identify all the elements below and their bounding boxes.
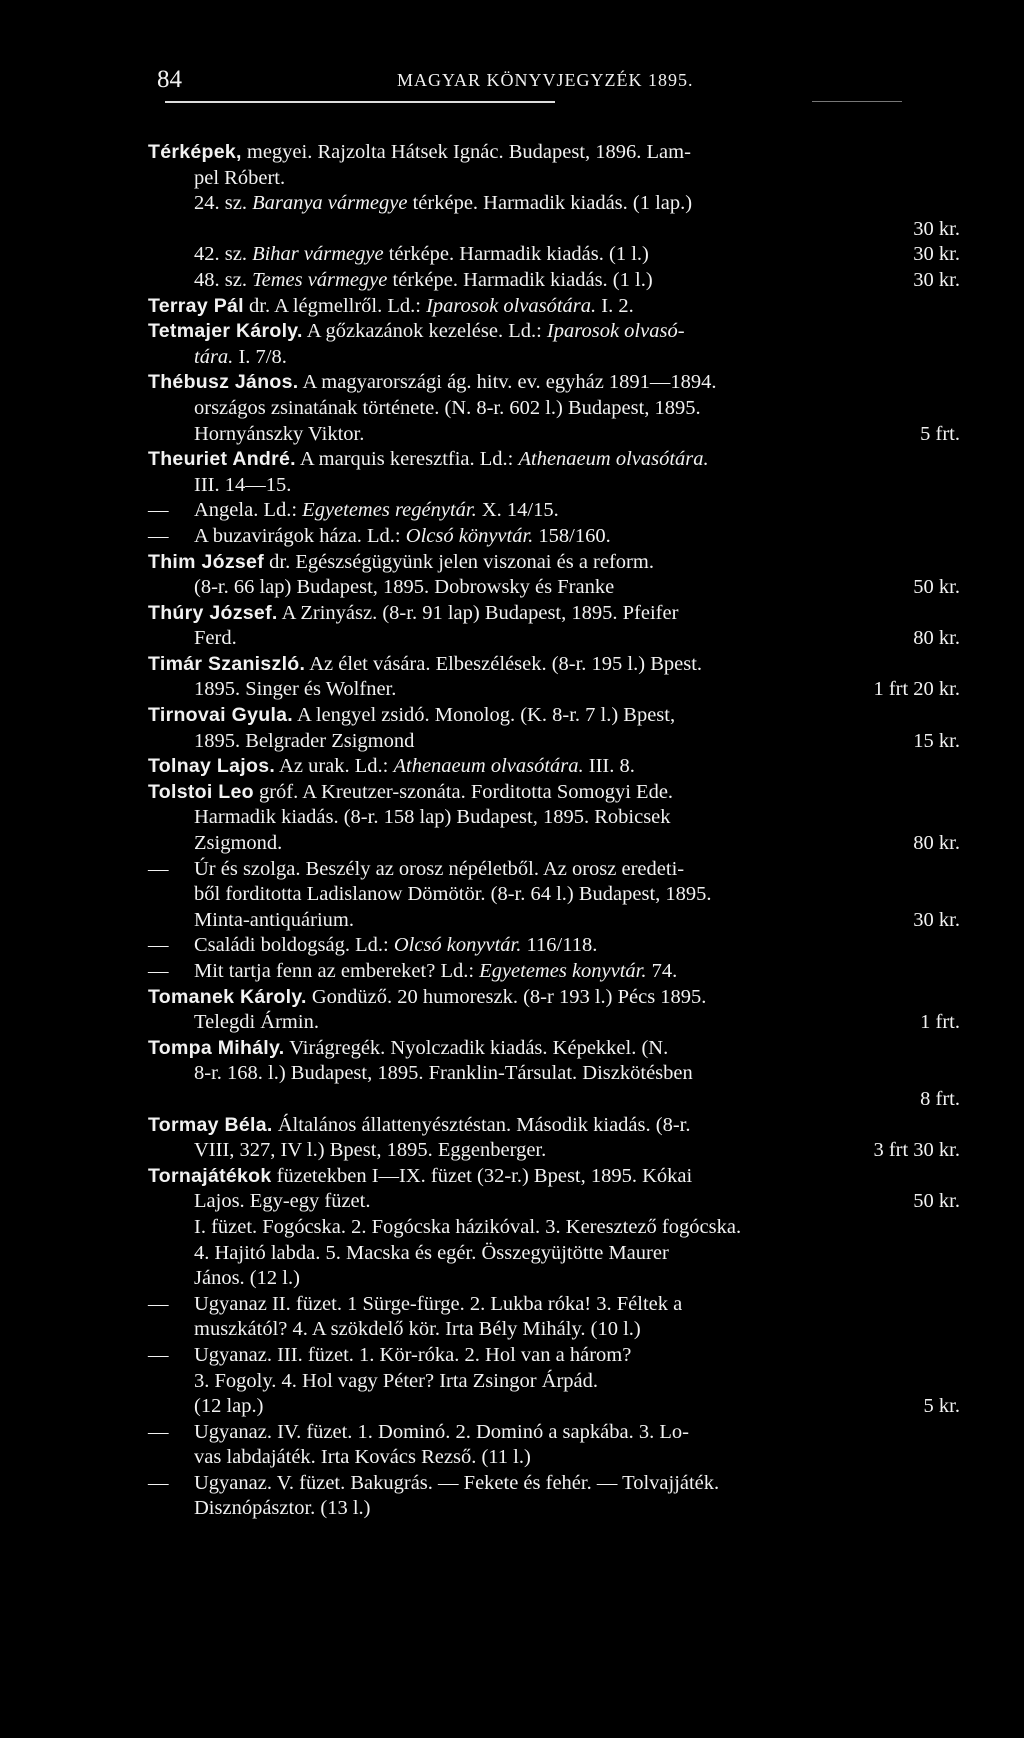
entry-text: térképe. Harmadik kiadás. (1 l.): [383, 243, 649, 266]
entry-text: Angela. Ld.:: [194, 499, 303, 522]
entry-author: Tornajátékok: [148, 1164, 272, 1187]
entry-line: [148, 1241, 960, 1267]
entry-line: [148, 1215, 960, 1241]
entry-text: Ugyanaz. V. füzet. Bakugrás. — Fekete és fehér. — Tolvajjáték.: [194, 1471, 720, 1494]
entry-line: [148, 933, 960, 959]
entry-author: Timár Szaniszló.: [148, 652, 306, 675]
entry-line: [148, 601, 960, 627]
entry-line: [148, 422, 960, 448]
entry-line: [148, 1343, 960, 1369]
series-title: Egyetemes konyvtár.: [479, 960, 647, 982]
entry-text: Telegdi Ármin.: [194, 1011, 319, 1034]
entry-text: A magyarországi ág. hitv. ev. egyház 1891—1894.: [298, 371, 717, 394]
ditto-dash: —: [148, 499, 169, 522]
entry-author: Thim József: [148, 550, 264, 573]
entry-author: Theuriet André.: [148, 448, 296, 471]
entry-text: Az urak. Ld.:: [275, 755, 394, 778]
entry-text: 42. sz.: [194, 243, 253, 266]
entry-line: [148, 1496, 960, 1519]
entry-text: Disznópásztor. (13 l.): [194, 1497, 371, 1520]
entry-price: 30 kr.: [913, 268, 960, 291]
entry-text: Minta-antiquárium.: [194, 908, 354, 931]
header-rule-fragment: [812, 101, 902, 102]
entry-line: [148, 268, 960, 294]
entry-text: pel Róbert.: [194, 166, 286, 189]
entry-line: [148, 1189, 960, 1215]
entry-text: Ferd.: [194, 627, 237, 650]
entry-author: Tompa Mihály.: [148, 1036, 285, 1059]
entry-text: 1895. Belgrader Zsigmond: [194, 729, 415, 752]
entry-price: 5 frt.: [920, 422, 960, 445]
series-title: Temes vármegye: [252, 268, 388, 291]
entry-text: térképe. Harmadik kiadás. (1 l.): [387, 268, 653, 291]
entry-line: [148, 677, 960, 703]
entry-text: 8-r. 168. l.) Budapest, 1895. Franklin-Társulat. Diszkötésben: [194, 1062, 693, 1085]
series-title: Athenaeum olvasótára.: [518, 448, 709, 471]
ditto-dash: —: [148, 934, 169, 957]
entry-text: 4. Hajitó labda. 5. Macska és egér. Összegyüjtötte Maurer: [194, 1241, 669, 1264]
entry-line: [148, 319, 960, 345]
entry-line: [148, 1317, 960, 1343]
entry-text: 1895. Singer és Wolfner.: [194, 678, 397, 701]
series-title: Bihar vármegye: [252, 243, 384, 266]
entry-text: Zsigmond.: [194, 832, 283, 855]
entry-line: [148, 831, 960, 857]
page-header: [157, 56, 957, 96]
entry-text: Harmadik kiadás. (8-r. 158 lap) Budapest, 1895. Robicsek: [194, 806, 671, 829]
entry-text: Hornyánszky Viktor.: [194, 422, 365, 445]
entry-text: I. füzet. Fogócska. 2. Fogócska házikóval. 3. Keresztező fogócska.: [194, 1215, 742, 1238]
entry-price: 50 kr.: [913, 576, 960, 599]
entry-price: 80 kr.: [913, 832, 960, 855]
ditto-dash: —: [148, 1343, 169, 1366]
ditto-dash: —: [148, 524, 169, 547]
entry-text: Általános állattenyésztéstan. Második kiadás. (8-r.: [272, 1113, 691, 1136]
entry-line: [148, 626, 960, 652]
entry-author: Thébusz János.: [148, 371, 299, 394]
entry-text: 3. Fogoly. 4. Hol vagy Péter? Irta Zsingor Árpád.: [194, 1369, 599, 1392]
entry-text: X. 14/15.: [476, 499, 559, 522]
entry-text: I. 2.: [596, 294, 634, 317]
entry-text: Ugyanaz. III. füzet. 1. Kör-róka. 2. Hol van a három?: [194, 1343, 632, 1366]
entry-line: [148, 370, 960, 396]
entry-line: [148, 166, 960, 192]
entry-line: [148, 857, 960, 883]
ditto-dash: —: [148, 960, 169, 982]
entry-text: Ugyanaz. IV. füzet. 1. Dominó. 2. Dominó a sapkába. 3. Lo-: [194, 1420, 689, 1443]
series-title: tára.: [194, 345, 234, 368]
entry-text: Úr és szolga. Beszély az orosz népéletből. Az orosz eredeti-: [194, 857, 685, 880]
entry-price: 30 kr.: [913, 243, 960, 266]
entry-text: Ugyanaz II. füzet. 1 Sürge-fürge. 2. Lukba róka! 3. Féltek a: [194, 1292, 683, 1315]
entry-line: [148, 473, 960, 499]
entry-price: 30 kr.: [913, 217, 960, 240]
entry-price: 1 frt.: [920, 1011, 960, 1034]
series-title: Egyetemes regénytár.: [302, 499, 477, 522]
entry-line: [148, 1369, 960, 1395]
entry-text: A lengyel zsidó. Monolog. (K. 8-r. 7 l.) Bpest,: [293, 704, 676, 727]
series-title: Athenaeum olvasótára.: [393, 755, 584, 778]
entry-text: I. 7/8.: [233, 345, 287, 368]
entry-line: [148, 1266, 960, 1292]
entry-text: füzetekben I—IX. füzet (32-r.) Bpest, 1895. Kókai: [271, 1164, 693, 1187]
entry-author: Tetmajer Károly.: [148, 320, 303, 343]
entry-text: Lajos. Egy-egy füzet.: [194, 1190, 371, 1213]
entry-line: [148, 1010, 960, 1036]
entry-text: 74.: [646, 960, 678, 982]
entry-line: [148, 1420, 960, 1446]
entry-text: (8-r. 66 lap) Budapest, 1895. Dobrowsky és Franke: [194, 576, 615, 599]
entry-text: Családi boldogság. Ld.:: [194, 934, 394, 957]
entry-text: ből forditotta Ladislanow Dömötör. (8-r. 64 l.) Budapest, 1895.: [194, 883, 712, 906]
entry-author: Tolstoi Leo: [148, 780, 254, 803]
entry-text: dr. Egészségügyünk jelen viszonai és a reform.: [264, 550, 654, 573]
bibliography-entries: [148, 140, 960, 1519]
entry-price: 80 kr.: [913, 627, 960, 650]
entry-author: Thúry József.: [148, 601, 278, 624]
entry-line: [148, 1138, 960, 1164]
entry-line: [148, 1292, 960, 1318]
entry-line: [148, 652, 960, 678]
entry-text: 158/160.: [533, 524, 611, 547]
header-rule: [165, 101, 555, 103]
entry-text: A gőzkazánok kezelése. Ld.:: [302, 320, 547, 343]
entry-text: országos zsinatának története. (N. 8-r. 602 l.) Budapest, 1895.: [194, 396, 701, 419]
series-title: Olcsó könyvtár.: [405, 524, 534, 547]
series-title: Iparosok olvasótára.: [426, 294, 597, 317]
entry-text: Az élet vására. Elbeszélések. (8-r. 195 l.) Bpest.: [305, 652, 703, 675]
ditto-dash: —: [148, 1471, 169, 1494]
ditto-dash: —: [148, 1420, 169, 1443]
entry-author: Tormay Béla.: [148, 1113, 273, 1136]
entry-text: megyei. Rajzolta Hátsek Ignác. Budapest, 1896. Lam-: [241, 141, 691, 163]
entry-author: Terray Pál: [148, 294, 244, 317]
entry-text: gróf. A Kreutzer-szonáta. Forditotta Somogyi Ede.: [253, 780, 674, 803]
entry-line: [148, 985, 960, 1011]
entry-text: János. (12 l.): [194, 1267, 300, 1290]
entry-line: [148, 1445, 960, 1471]
entry-line: [148, 908, 960, 934]
entry-line: [148, 729, 960, 755]
entry-line: [148, 1113, 960, 1139]
entry-author: Térképek,: [148, 141, 242, 163]
entry-text: Mit tartja fenn az embereket? Ld.:: [194, 960, 480, 982]
entry-author: Tolnay Lajos.: [148, 755, 276, 778]
entry-text: III. 14—15.: [194, 473, 292, 496]
entry-line: [148, 1394, 960, 1420]
entry-line: [148, 550, 960, 576]
entry-line: [148, 242, 960, 268]
entry-line: [148, 294, 960, 320]
entry-text: A buzavirágok háza. Ld.:: [194, 524, 406, 547]
entry-line: [148, 882, 960, 908]
ditto-dash: —: [148, 1292, 169, 1315]
entry-price: 5 kr.: [923, 1395, 960, 1418]
entry-line: [148, 1036, 960, 1062]
entry-line: [148, 959, 960, 985]
entry-line: [148, 140, 960, 166]
entry-text: A marquis keresztfia. Ld.:: [295, 448, 519, 471]
entry-line: [148, 703, 960, 729]
entry-text: Virágregék. Nyolczadik kiadás. Képekkel. (N.: [284, 1036, 669, 1059]
series-title: Baranya vármegye: [252, 192, 408, 215]
entry-text: muszkától? 4. A szökdelő kör. Irta Bély Mihály. (10 l.): [194, 1318, 641, 1341]
entry-text: 24. sz.: [194, 192, 253, 215]
entry-line: [148, 754, 960, 780]
entry-text: 48. sz.: [194, 268, 253, 291]
entry-line: [148, 1061, 960, 1087]
entry-text: dr. A légmellről. Ld.:: [243, 294, 427, 317]
page-number: 84: [157, 66, 182, 93]
entry-price: 1 frt 20 kr.: [873, 678, 960, 701]
entry-price: 30 kr.: [913, 908, 960, 931]
entry-price: 15 kr.: [913, 729, 960, 752]
entry-price: 50 kr.: [913, 1190, 960, 1213]
entry-line: [148, 524, 960, 550]
entry-text: III. 8.: [583, 755, 635, 778]
series-title: Iparosok olvasó-: [546, 320, 685, 343]
running-title: MAGYAR KÖNYVJEGYZÉK 1895.: [397, 70, 694, 90]
ditto-dash: —: [148, 857, 169, 880]
entry-line: [148, 345, 960, 371]
entry-line: [148, 498, 960, 524]
entry-line: [148, 1087, 960, 1113]
entry-text: (12 lap.): [194, 1395, 264, 1418]
entry-line: [148, 396, 960, 422]
entry-text: VIII, 327, IV l.) Bpest, 1895. Eggenberger.: [194, 1139, 547, 1162]
entry-line: [148, 447, 960, 473]
entry-text: vas labdajáték. Irta Kovács Rezső. (11 l.): [194, 1446, 531, 1469]
entry-text: 116/118.: [521, 934, 598, 957]
entry-line: [148, 1471, 960, 1497]
series-title: Olcsó konyvtár.: [393, 934, 522, 957]
entry-line: [148, 780, 960, 806]
entry-price: 8 frt.: [920, 1087, 960, 1110]
entry-line: [148, 1164, 960, 1190]
entry-text: Gondüző. 20 humoreszk. (8-r 193 l.) Pécs 1895.: [306, 985, 707, 1008]
entry-line: [148, 217, 960, 243]
entry-line: [148, 575, 960, 601]
entry-author: Tomanek Károly.: [148, 985, 307, 1008]
entry-line: [148, 191, 960, 217]
entry-author: Tirnovai Gyula.: [148, 704, 294, 727]
entry-line: [148, 805, 960, 831]
entry-price: 3 frt 30 kr.: [873, 1139, 960, 1162]
entry-text: térképe. Harmadik kiadás. (1 lap.): [407, 192, 693, 215]
entry-text: A Zrinyász. (8-r. 91 lap) Budapest, 1895. Pfeifer: [277, 601, 679, 624]
